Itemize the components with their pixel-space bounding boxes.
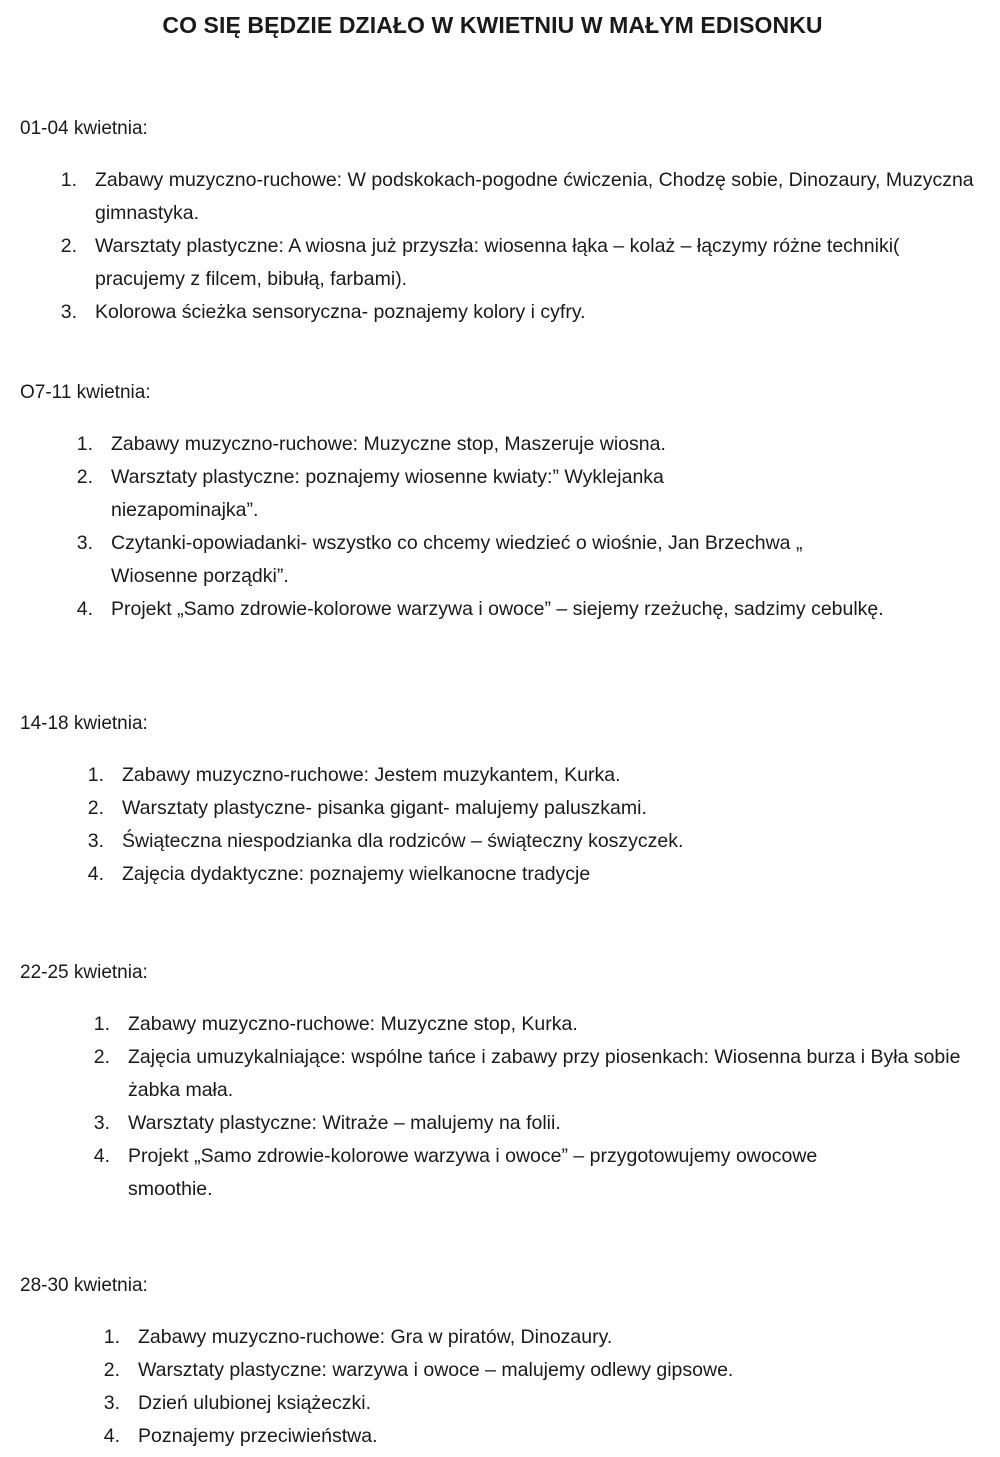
list-item <box>84 858 979 891</box>
activity-list <box>20 428 978 626</box>
activity-list <box>20 1008 985 1206</box>
week-section-1 <box>20 116 980 329</box>
list-item <box>90 1008 985 1041</box>
list-item-number: 2. <box>87 797 104 819</box>
list-item-number: 4. <box>103 1425 120 1447</box>
list-item-text: Świąteczna niespodzianka dla rodziców – świąteczny koszyczek. <box>122 830 684 852</box>
list-item <box>84 792 979 825</box>
list-item <box>84 759 979 792</box>
activity-list <box>20 1321 980 1453</box>
list-item-number: 1. <box>93 1013 110 1035</box>
activity-list <box>20 759 979 891</box>
list-item-number: 4. <box>87 863 104 885</box>
list-item <box>84 825 979 858</box>
list-item-number: 1. <box>76 433 93 455</box>
list-item-text: Warsztaty plastyczne: Witraże – malujemy na folii. <box>128 1112 561 1134</box>
list-item <box>90 1041 985 1107</box>
list-item-number: 3. <box>93 1112 110 1134</box>
list-item <box>57 296 977 329</box>
list-item-text: Warsztaty plastyczne- pisanka gigant- malujemy paluszkami. <box>122 797 647 819</box>
list-item <box>100 1420 980 1453</box>
week-section-4 <box>20 960 980 1206</box>
list-item-text: Zajęcia umuzykalniające: wspólne tańce i zabawy przy piosenkach: Wiosenna burza i Była sobie żabka mała. <box>128 1046 961 1101</box>
list-item-number: 3. <box>76 532 93 554</box>
list-item-text: Zabawy muzyczno-ruchowe: W podskokach-pogodne ćwiczenia, Chodzę sobie, Dinozaury, Muzyczna gimnastyka. <box>95 169 974 224</box>
activity-list <box>20 164 977 329</box>
list-item <box>57 164 977 230</box>
list-item-number: 3. <box>87 830 104 852</box>
list-item-number: 3. <box>103 1392 120 1414</box>
list-item-text: Warsztaty plastyczne: warzywa i owoce – malujemy odlewy gipsowe. <box>138 1359 734 1381</box>
section-date-label: O7-11 kwietnia: <box>20 382 151 403</box>
list-item <box>100 1321 980 1354</box>
list-item-text: Kolorowa ścieżka sensoryczna- poznajemy kolory i cyfry. <box>95 301 586 323</box>
list-item-text: Dzień ulubionej książeczki. <box>138 1392 372 1414</box>
list-item-text: Zabawy muzyczno-ruchowe: Jestem muzykantem, Kurka. <box>122 764 621 786</box>
list-item <box>73 593 978 626</box>
list-item-text: Zabawy muzyczno-ruchowe: Muzyczne stop, Kurka. <box>128 1013 578 1035</box>
list-item <box>100 1387 980 1420</box>
list-item-number: 4. <box>93 1145 110 1167</box>
list-item-text: Poznajemy przeciwieństwa. <box>138 1425 378 1447</box>
list-item <box>73 461 978 527</box>
list-item <box>73 428 978 461</box>
list-item <box>73 527 978 593</box>
list-item-text: Projekt „Samo zdrowie-kolorowe warzywa i owoce” – siejemy rzeżuchę, sadzimy cebulkę. <box>111 598 884 620</box>
list-item-number: 2. <box>76 466 93 488</box>
list-item-number: 3. <box>60 301 77 323</box>
section-date-label: 14-18 kwietnia: <box>20 713 148 734</box>
list-item-text: Warsztaty plastyczne: A wiosna już przyszła: wiosenna łąka – kolaż – łączymy różne techniki( pracujemy z filcem, bibułą, farbami). <box>95 235 900 290</box>
list-item-text: Czytanki-opowiadanki- wszystko co chcemy wiedzieć o wiośnie, Jan Brzechwa „ Wiosenne porządki”. <box>111 532 803 587</box>
list-item-number: 2. <box>60 235 77 257</box>
list-item <box>90 1140 985 1206</box>
week-section-3 <box>20 711 980 891</box>
week-section-2 <box>20 380 980 626</box>
page-title: CO SIĘ BĘDZIE DZIAŁO W KWIETNIU W MAŁYM EDISONKU <box>162 12 823 38</box>
list-item-text: Zabawy muzyczno-ruchowe: Muzyczne stop, Maszeruje wiosna. <box>111 433 666 455</box>
list-item-text: Zabawy muzyczno-ruchowe: Gra w piratów, Dinozaury. <box>138 1326 613 1348</box>
list-item-number: 1. <box>87 764 104 786</box>
list-item-text: Warsztaty plastyczne: poznajemy wiosenne kwiaty:” Wyklejanka niezapominajka”. <box>111 466 664 521</box>
list-item-number: 1. <box>103 1326 120 1348</box>
list-item-text: Zajęcia dydaktyczne: poznajemy wielkanocne tradycje <box>122 863 591 885</box>
section-date-label: 22-25 kwietnia: <box>20 962 148 983</box>
section-date-label: 01-04 kwietnia: <box>20 118 148 139</box>
list-item <box>100 1354 980 1387</box>
section-date-label: 28-30 kwietnia: <box>20 1275 148 1296</box>
list-item-number: 1. <box>60 169 77 191</box>
list-item-number: 4. <box>76 598 93 620</box>
list-item <box>57 230 977 296</box>
list-item-number: 2. <box>103 1359 120 1381</box>
week-section-5 <box>20 1273 980 1453</box>
list-item-number: 2. <box>93 1046 110 1068</box>
list-item-text: Projekt „Samo zdrowie-kolorowe warzywa i owoce” – przygotowujemy owocowe smoothie. <box>128 1145 818 1200</box>
list-item <box>90 1107 985 1140</box>
